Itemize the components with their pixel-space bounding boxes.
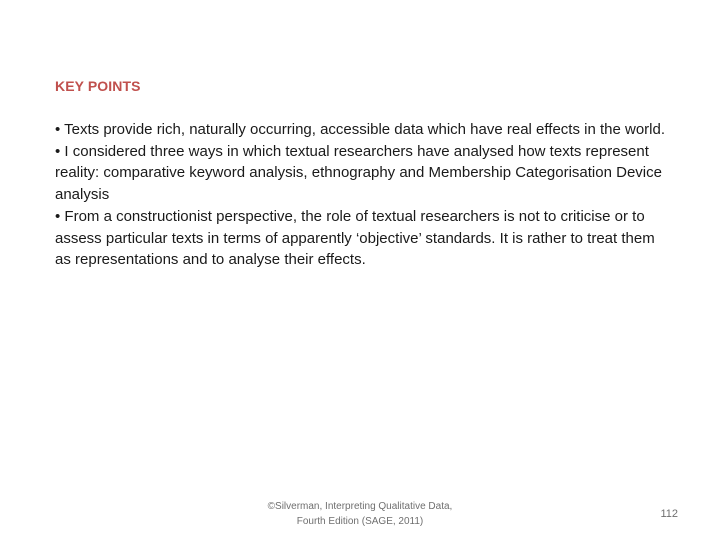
key-point-2: • I considered three ways in which textual researchers have analysed how texts represent reality: comparative keyword analysis, ethnography and Membership Categorisation Device analysis — [55, 142, 662, 204]
page-number: 112 — [660, 508, 678, 520]
footer-citation-line-2: Fourth Edition (SAGE, 2011) — [296, 515, 424, 527]
footer-citation — [240, 500, 480, 529]
key-points-body — [55, 119, 665, 271]
key-point-3: • From a constructionist perspective, the role of textual researchers is not to criticise or to assess particular texts in terms of apparently ‘objective’ standards. It is rather to treat them as representations and to analyse their effects. — [55, 207, 655, 269]
slide-heading: KEY POINTS — [55, 78, 141, 94]
key-point-1: • Texts provide rich, naturally occurring, accessible data which have real effects in the world. — [55, 121, 665, 138]
footer-citation-line-1: ©Silverman, Interpreting Qualitative Data, — [267, 501, 453, 512]
